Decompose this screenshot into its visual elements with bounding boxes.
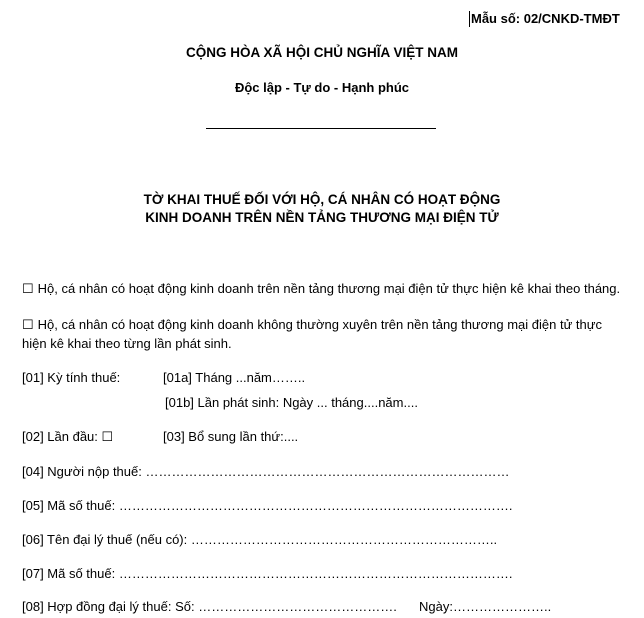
form-code: Mẫu số: 02/CNKD-TMĐT xyxy=(471,11,620,26)
header-divider xyxy=(206,128,436,129)
field-02-label: [02] Lần đầu: xyxy=(22,429,98,444)
form-title-line-2: KINH DOANH TRÊN NỀN TẢNG THƯƠNG MẠI ĐIỆN TỬ xyxy=(145,210,499,225)
option-irregular-label-2: hiện kê khai theo từng lần phát sinh. xyxy=(22,336,232,351)
field-03: [03] Bổ sung lần thứ:.... xyxy=(163,429,299,444)
option-monthly-label: Hộ, cá nhân có hoạt động kinh doanh trên nền tảng thương mại điện tử thực hiện kê khai theo tháng. xyxy=(37,281,621,296)
monthly-checkbox[interactable]: ☐ xyxy=(22,281,34,296)
first-time-checkbox[interactable]: ☐ xyxy=(101,429,114,444)
field-01b: [01b] Lần phát sinh: Ngày ... tháng....năm.... xyxy=(165,395,418,410)
nation-heading: CỘNG HÒA XÃ HỘI CHỦ NGHĨA VIỆT NAM xyxy=(185,45,458,60)
option-monthly xyxy=(22,281,620,297)
form-title-line-1: TỜ KHAI THUẾ ĐỐI VỚI HỘ, CÁ NHÂN CÓ HOẠT ĐỘNG xyxy=(143,192,501,207)
field-01-label: [01] Kỳ tính thuế: xyxy=(22,370,121,385)
field-05: [05] Mã số thuế: ………………………………………………………………………………. xyxy=(22,498,513,513)
field-06: [06] Tên đại lý thuế (nếu có): …………………………………………………………….. xyxy=(22,532,498,547)
option-irregular xyxy=(22,317,602,333)
field-02 xyxy=(22,429,113,445)
field-08-contract: [08] Hợp đồng đại lý thuế: Số: ………………………………………. xyxy=(22,599,397,614)
irregular-checkbox[interactable]: ☐ xyxy=(22,317,34,332)
option-irregular-label-1: Hộ, cá nhân có hoạt động kinh doanh không thường xuyên trên nền tảng thương mại điện tử thực xyxy=(37,317,602,332)
motto: Độc lập - Tự do - Hạnh phúc xyxy=(234,80,410,95)
field-08-date: Ngày:………………….. xyxy=(419,599,552,614)
field-04: [04] Người nộp thuế: ………………………………………………………………………… xyxy=(22,464,510,479)
field-07: [07] Mã số thuế: ………………………………………………………………………………. xyxy=(22,566,513,581)
field-01a: [01a] Tháng ...năm…….. xyxy=(163,370,306,385)
text-cursor xyxy=(469,11,470,27)
